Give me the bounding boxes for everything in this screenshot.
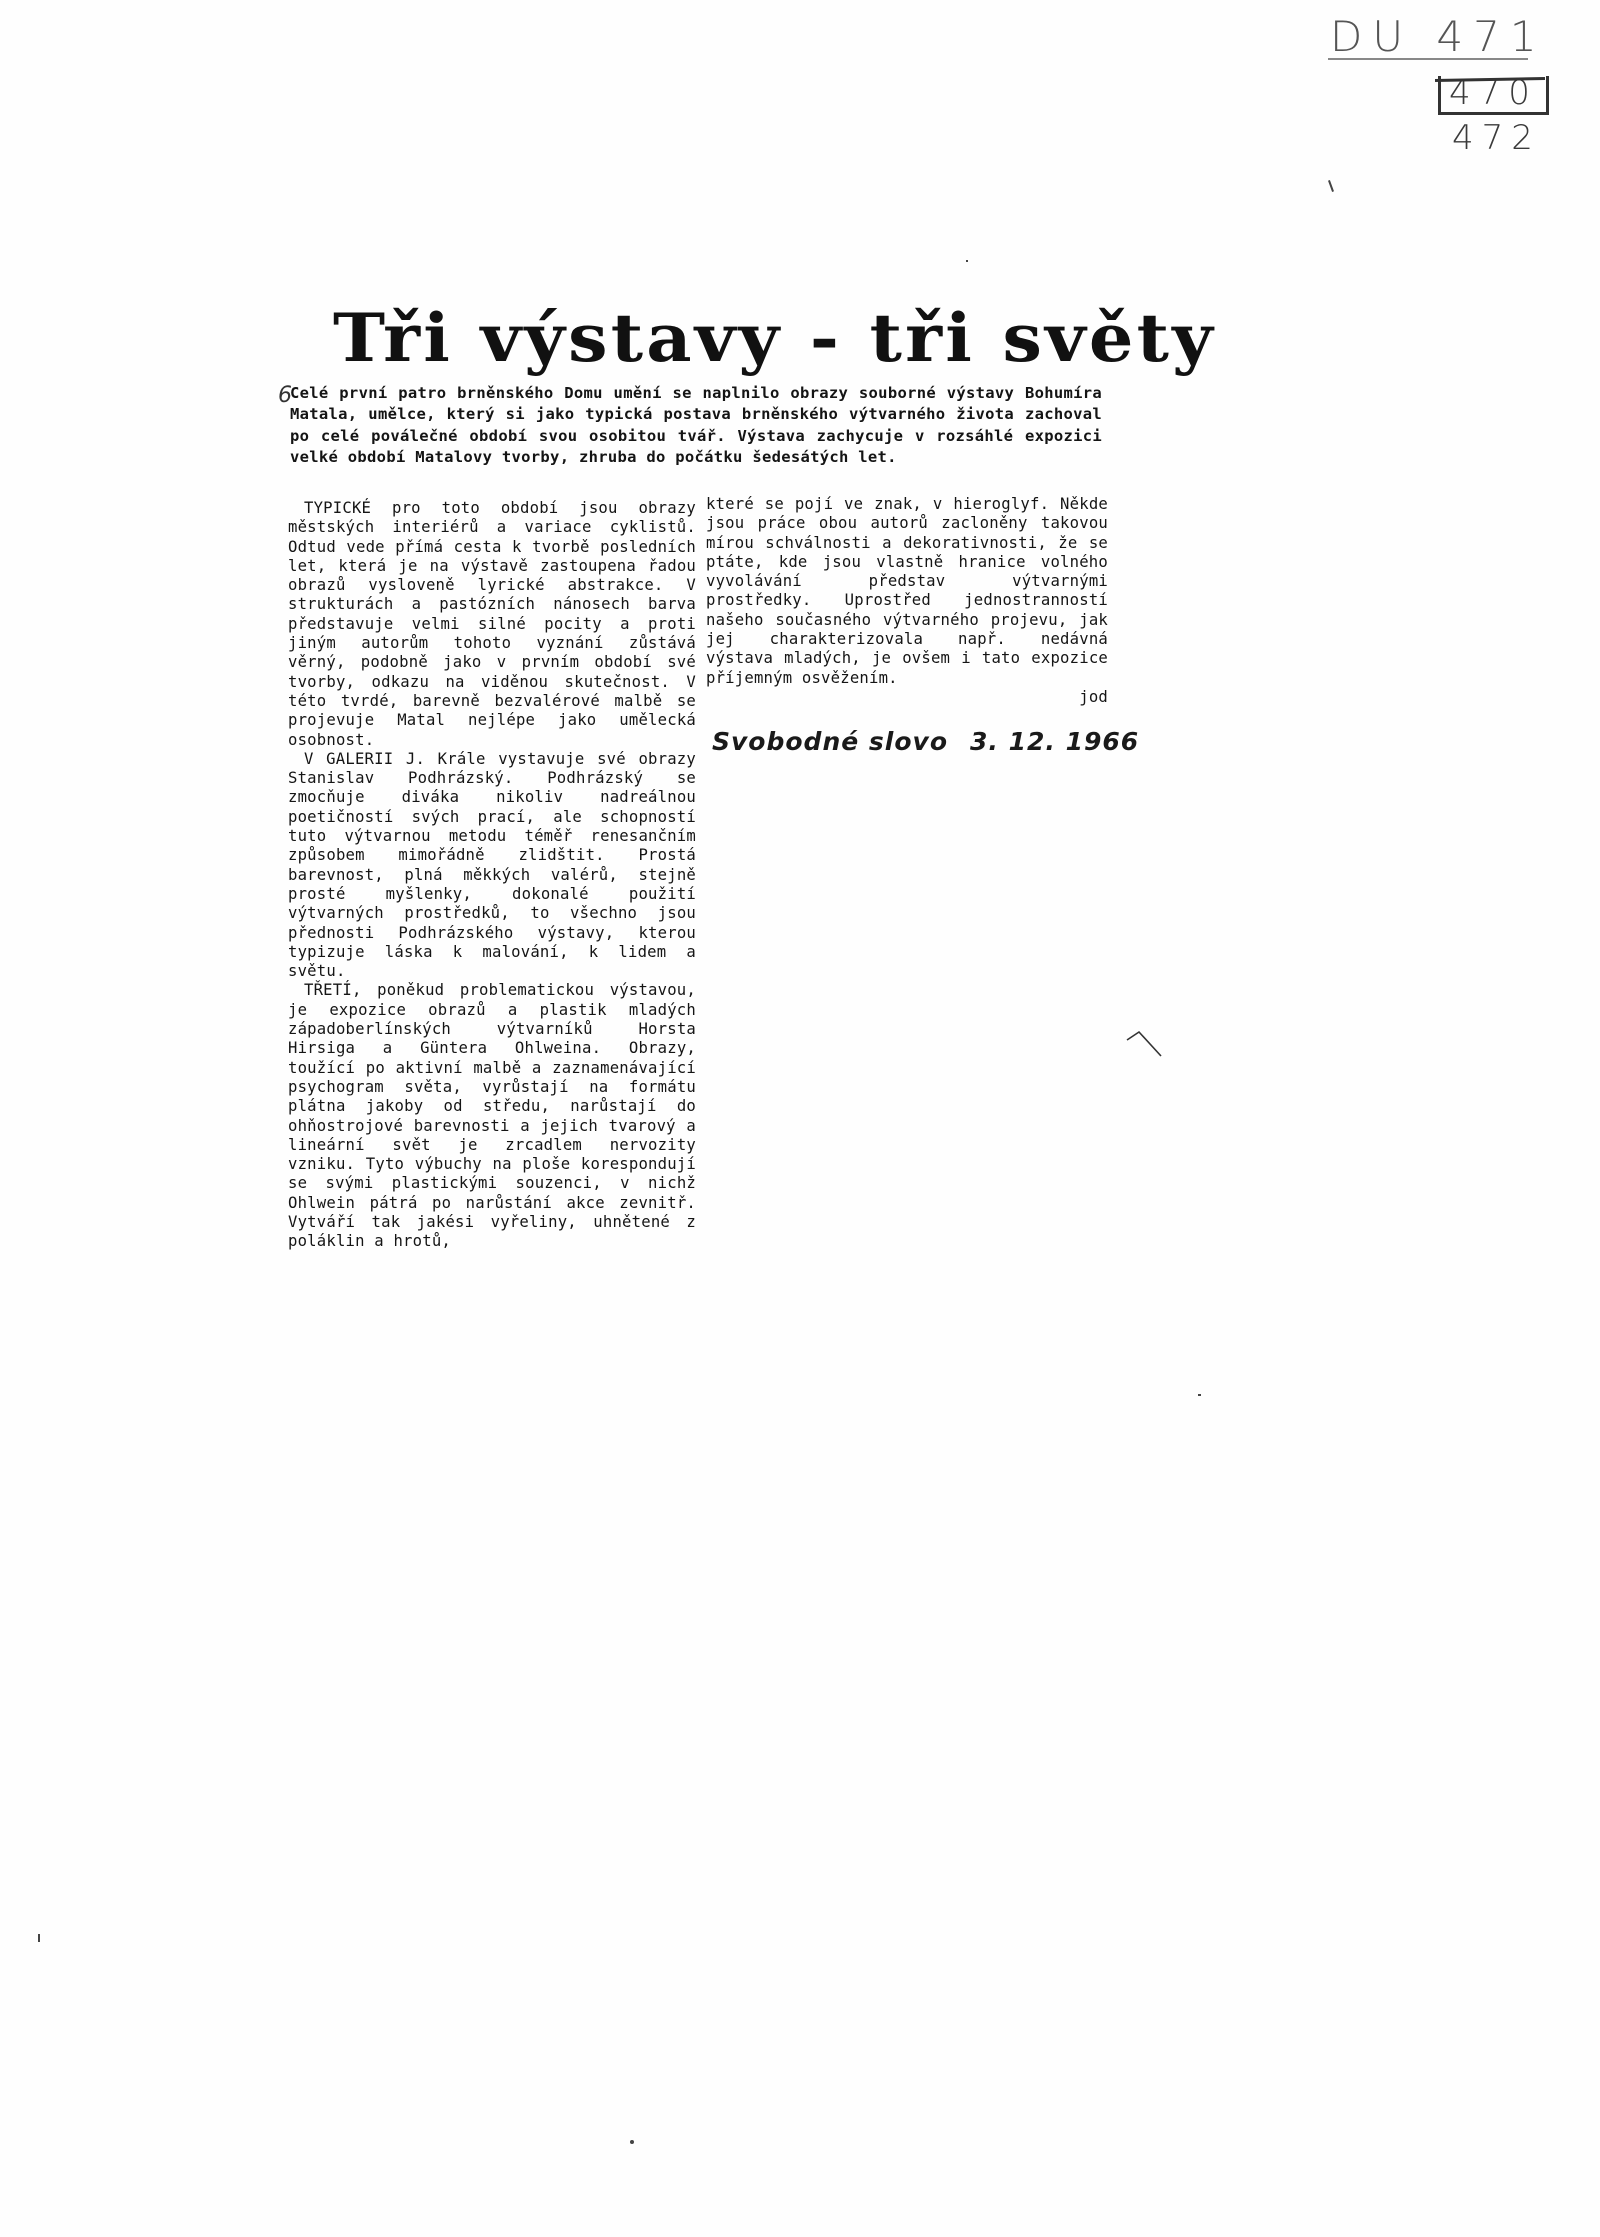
scan-speck xyxy=(630,2140,634,2144)
handwritten-source-note xyxy=(712,727,1140,756)
handwritten-lead-mark: 6 xyxy=(278,383,292,408)
article-paragraph: TYPICKÉ pro toto období jsou obrazy městských interiérů a variace cyklistů. Odtud vede přímá cesta k tvorbě posledních let, která je na výstavě zastoupena řadou obrazů vysloveně lyrické abstrakce. V strukturách a pastózních nánosech barva představuje velmi silné pocity a proti jiným autorům tohoto vyznání zůstává věrný, podobně jako v prvním období své tvorby, odkazu na viděnou skutečnost. V této tvrdé, barevně bezvalérové malbě se projevuje Matal nejlépe jako umělecká osobnost. xyxy=(288,499,696,749)
archive-code: DU 471 xyxy=(1330,12,1547,61)
article-column-2 xyxy=(706,495,1108,707)
source-date: 3. 12. 1966 xyxy=(970,727,1140,756)
scan-speck xyxy=(1328,180,1334,192)
article-lead: Celé první patro brněnského Domu umění se naplnilo obrazy souborné výstavy Bohumíra Matala, umělce, který si jako typická postava brněnského výtvarného života zachoval po celé poválečné období svou osobitou tvář. Výstava zachycuje v rozsáhlé expozici velké období Matalovy tvorby, zhruba do počátku šedesátých let. xyxy=(290,384,1102,466)
pencil-mark-icon xyxy=(1125,1028,1165,1058)
scan-speck xyxy=(966,260,968,262)
archive-boxed-number: 470 xyxy=(1438,76,1549,115)
article-paragraph: V GALERII J. Krále vystavuje své obrazy Stanislav Podhrázský. Podhrázský se zmocňuje diváka nikoliv nadreálnou poetičností svých prací, ale schopností tuto výtvarnou metodu téměř renesančním způsobem mimořádně zlidštit. Prostá barevnost, plná měkkých valérů, stejně prosté myšlenky, dokonalé použití výtvarných prostředků, to všechno jsou přednosti Podhrázského výstavy, kterou typizuje láska k malování, k lidem a světu. xyxy=(288,749,696,981)
article-column-1 xyxy=(288,499,696,1252)
article-paragraph: které se pojí ve znak, v hieroglyf. Někde jsou práce obou autorů zacloněny takovou mírou schválnosti a dekorativnosti, že se ptáte, kde jsou vlastně hranice volného vyvolávání představ výtvarnými prostředky. Uprostřed jednostranností našeho současného výtvarného projevu, jak jej charakterizovala např. nedávná výstava mladých, je ovšem i tato expozice příjemným osvěžením. xyxy=(706,495,1108,687)
article-headline: Tři výstavy - tři světy xyxy=(333,299,1216,377)
author-signature: jod xyxy=(1079,687,1108,706)
scan-speck xyxy=(38,1934,40,1942)
source-newspaper: Svobodné slovo xyxy=(712,727,948,756)
scan-speck xyxy=(1198,1394,1201,1396)
archive-page-number: 472 xyxy=(1452,118,1541,158)
article-paragraph: TŘETÍ, poněkud problematickou výstavou, je expozice obrazů a plastik mladých západoberlínských výtvarníků Horsta Hirsiga a Güntera Ohlweina. Obrazy, toužící po aktivní malbě a zaznamenávající psychogram světa, vyrůstají na formátu plátna jakoby od středu, narůstají do ohňostrojové barevnosti a jejich tvarový a lineární svět je zrcadlem nervozity vzniku. Tyto výbuchy na ploše korespondují se svými plastickými souzenci, v nichž Ohlwein pátrá po narůstání akce zevnitř. Vytváří tak jakési vyřeliny, uhnětené z poláklin a hrotů, xyxy=(288,981,696,1251)
